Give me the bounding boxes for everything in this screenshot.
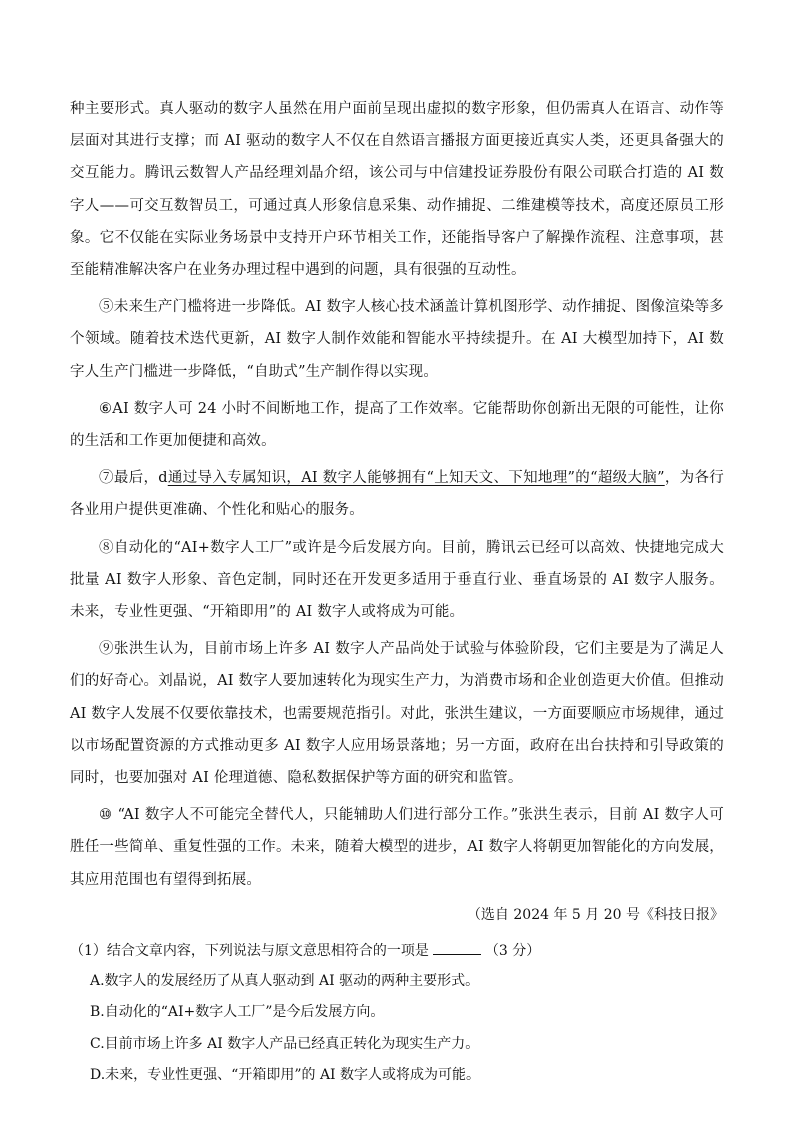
option-a[interactable]: A.数字人的发展经历了从真人驱动到 AI 驱动的两种主要形式。 [90, 972, 480, 989]
paragraph-8: ⑧自动化的“AI+数字人工厂”或许是今后发展方向。目前，腾讯云已经可以高效、快捷地完成大批量 AI 数字人形象、音色定制，同时还在开发更多适用于垂直行业、垂直场景的 AI 数字人服务。未来，专业性更强、“开箱即用”的 AI 数字人或将成为可能。 [70, 539, 724, 621]
paragraph-7-tail: ，为各行各业用户提供更准确、个性化和贴心的服务。 [70, 470, 724, 519]
paragraph-continuation: 种主要形式。真人驱动的数字人虽然在用户面前呈现出虚拟的数字形象，但仍需真人在语言、动作等层面对其进行支撑；而 AI 驱动的数字人不仅在自然语言播报方面更接近真实人类，还更具备强大的交互能力。腾讯云数智人产品经理刘晶介绍，该公司与中信建投证券股份有限公司联合打造的 AI 数字人——可交互数智员工，可通过真人形象信息采集、动作捕捉、二维建模等技术，高度还原员工形象。它不仅能在实际业务场景中支持开户环节相关工作，还能指导客户了解操作流程、注意事项，甚至能精准解决客户在业务办理过程中遇到的问题，具有很强的互动性。 [70, 101, 724, 279]
answer-blank[interactable] [433, 940, 481, 955]
paragraph-6: ⑥AI 数字人可 24 小时不间断地工作，提高了工作效率。它能帮助你创新出无限的可能性，让你的生活和工作更加便捷和高效。 [70, 400, 724, 450]
paragraph-7 [70, 462, 724, 526]
question-stem-text: （1）结合文章内容，下列说法与原文意思相符合的一项是 [70, 942, 429, 959]
option-b[interactable]: B.自动化的“AI+数字人工厂”是今后发展方向。 [90, 1004, 385, 1021]
paragraph-10: ⑩ “AI 数字人不可能完全替代人，只能辅助人们进行部分工作。”张洪生表示，目前 AI 数字人可胜任一些简单、重复性强的工作。未来，随着大模型的进步，AI 数字人将朝更加智能化的方向发展，其应用范围也有望得到拓展。 [70, 807, 724, 888]
source-citation: （选自 2024 年 5 月 20 号《科技日报》 [466, 906, 724, 923]
paragraph-7-lead: ⑦最后，d [99, 470, 168, 487]
question-1 [70, 936, 724, 1092]
article-body [70, 93, 724, 1092]
underlined-sentence: 通过导入专属知识，AI 数字人能够拥有“上知天文、下知地理”的“超级大脑” [167, 470, 665, 487]
question-stem [70, 936, 724, 966]
paragraph-9: ⑨张洪生认为，目前市场上许多 AI 数字人产品尚处于试验与体验阶段，它们主要是为了满足人们的好奇心。刘晶说，AI 数字人要加速转化为现实生产力，为消费市场和企业创造更大价值。但推动 AI 数字人发展不仅要依靠技术，也需要规范指引。对此，张洪生建议，一方面要顺应市场规律，通过以市场配置资源的方式推动更多 AI 数字人应用场景落地；另一方面，政府在出台扶持和引导政策的同时，也要加强对 AI 伦理道德、隐私数据保护等方面的研究和监管。 [70, 641, 724, 787]
question-points: （3 分） [484, 942, 541, 959]
paragraph-5: ⑤未来生产门槛将进一步降低。AI 数字人核心技术涵盖计算机图形学、动作捕捉、图像渲染等多个领域。随着技术迭代更新，AI 数字人制作效能和智能水平持续提升。在 AI 大模型加持下，AI 数字人生产门槛进一步降低，“自助式”生产制作得以实现。 [70, 299, 724, 380]
option-c[interactable]: C.目前市场上许多 AI 数字人产品已经真正转化为现实生产力。 [90, 1035, 480, 1052]
option-d[interactable]: D.未来，专业性更强、“开箱即用”的 AI 数字人或将成为可能。 [90, 1067, 481, 1084]
